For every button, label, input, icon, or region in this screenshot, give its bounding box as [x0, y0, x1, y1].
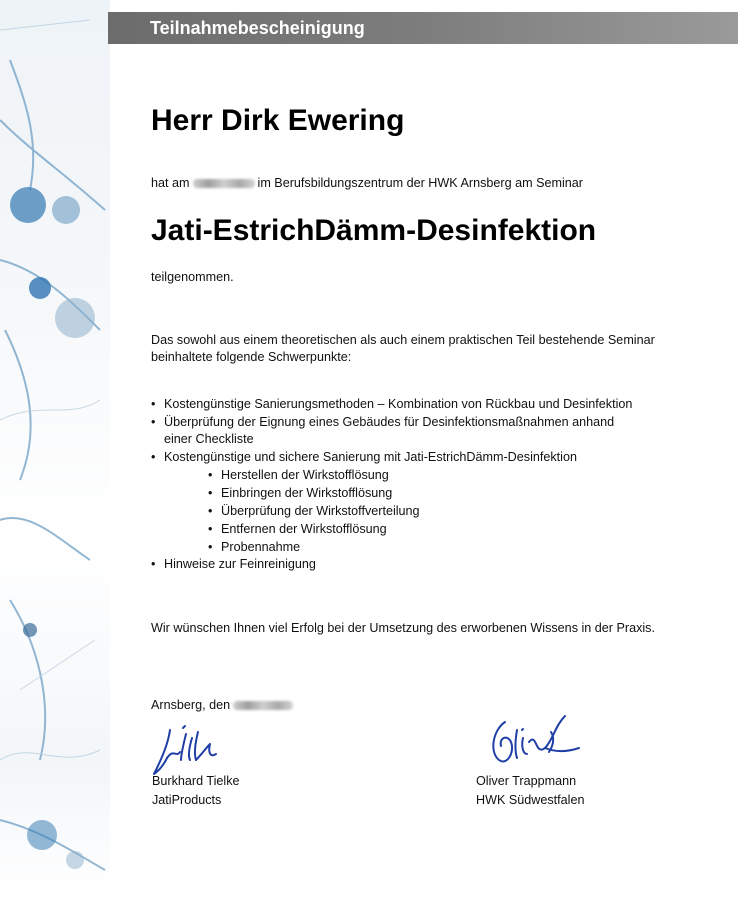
recipient-name: Herr Dirk Ewering [151, 104, 405, 137]
signatory-right-name: Oliver Trappmann [476, 774, 577, 788]
subtopic-item: • Herstellen der Wirkstofflösung [208, 466, 632, 484]
signatory-left [152, 772, 240, 810]
description-line-2: beinhaltete folgende Schwerpunkte: [151, 350, 352, 364]
certificate-title: Teilnahmebescheinigung [150, 17, 365, 38]
participated-text: teilgenommen. [151, 270, 234, 284]
topic-item: • Hinweise zur Feinreinigung [151, 556, 632, 574]
topic-item: • Kostengünstige Sanierungsmethoden – Kombination von Rückbau und Desinfektion [151, 396, 632, 414]
signatory-right-org: HWK Südwestfalen [476, 793, 585, 807]
subtopic-item: • Entfernen der Wirkstofflösung [208, 520, 632, 538]
decorative-side-image [0, 0, 110, 900]
seminar-title: Jati-EstrichDämm-Desinfektion [151, 214, 597, 247]
intro-prefix: hat am [151, 176, 190, 190]
subtopic-item: • Einbringen der Wirkstofflösung [208, 484, 632, 502]
signatory-left-name: Burkhard Tielke [152, 774, 240, 788]
signature-right [485, 708, 585, 778]
subtopic-item: • Überprüfung der Wirkstoffverteilung [208, 502, 632, 520]
place-prefix: Arnsberg, den [151, 698, 231, 712]
signatory-left-org: JatiProducts [152, 793, 222, 807]
topic-item: • Überprüfung der Eignung eines Gebäudes für Desinfektionsmaßnahmen anhand einer Checkliste [151, 414, 632, 449]
description-line-1: Das sowohl aus einem theoretischen als auch einem praktischen Teil bestehende Seminar [151, 333, 655, 347]
subtopic-item: • Probennahme [208, 538, 632, 556]
redacted-date [233, 701, 293, 710]
topic-item: • Kostengünstige und sichere Sanierung mit Jati-EstrichDämm-Desinfektion • Herstellen der Wirkstofflösung • Einbringen der Wirkstofflösung • Überprüfung der Wirkstoffverteilung • Entfernen der Wirkstofflösung • Probennahme [151, 449, 632, 557]
subtopics-list [164, 466, 632, 556]
redacted-date [193, 179, 255, 188]
intro-suffix: im Berufsbildungszentrum der HWK Arnsberg am Seminar [257, 176, 583, 190]
closing-text: Wir wünschen Ihnen viel Erfolg bei der Umsetzung des erworbenen Wissens in der Praxis. [151, 621, 655, 635]
signatory-right [476, 772, 585, 810]
topics-list [151, 396, 632, 574]
seminar-description [151, 332, 691, 366]
place-date [151, 698, 296, 712]
intro-line [151, 176, 583, 190]
title-bar [108, 12, 738, 44]
